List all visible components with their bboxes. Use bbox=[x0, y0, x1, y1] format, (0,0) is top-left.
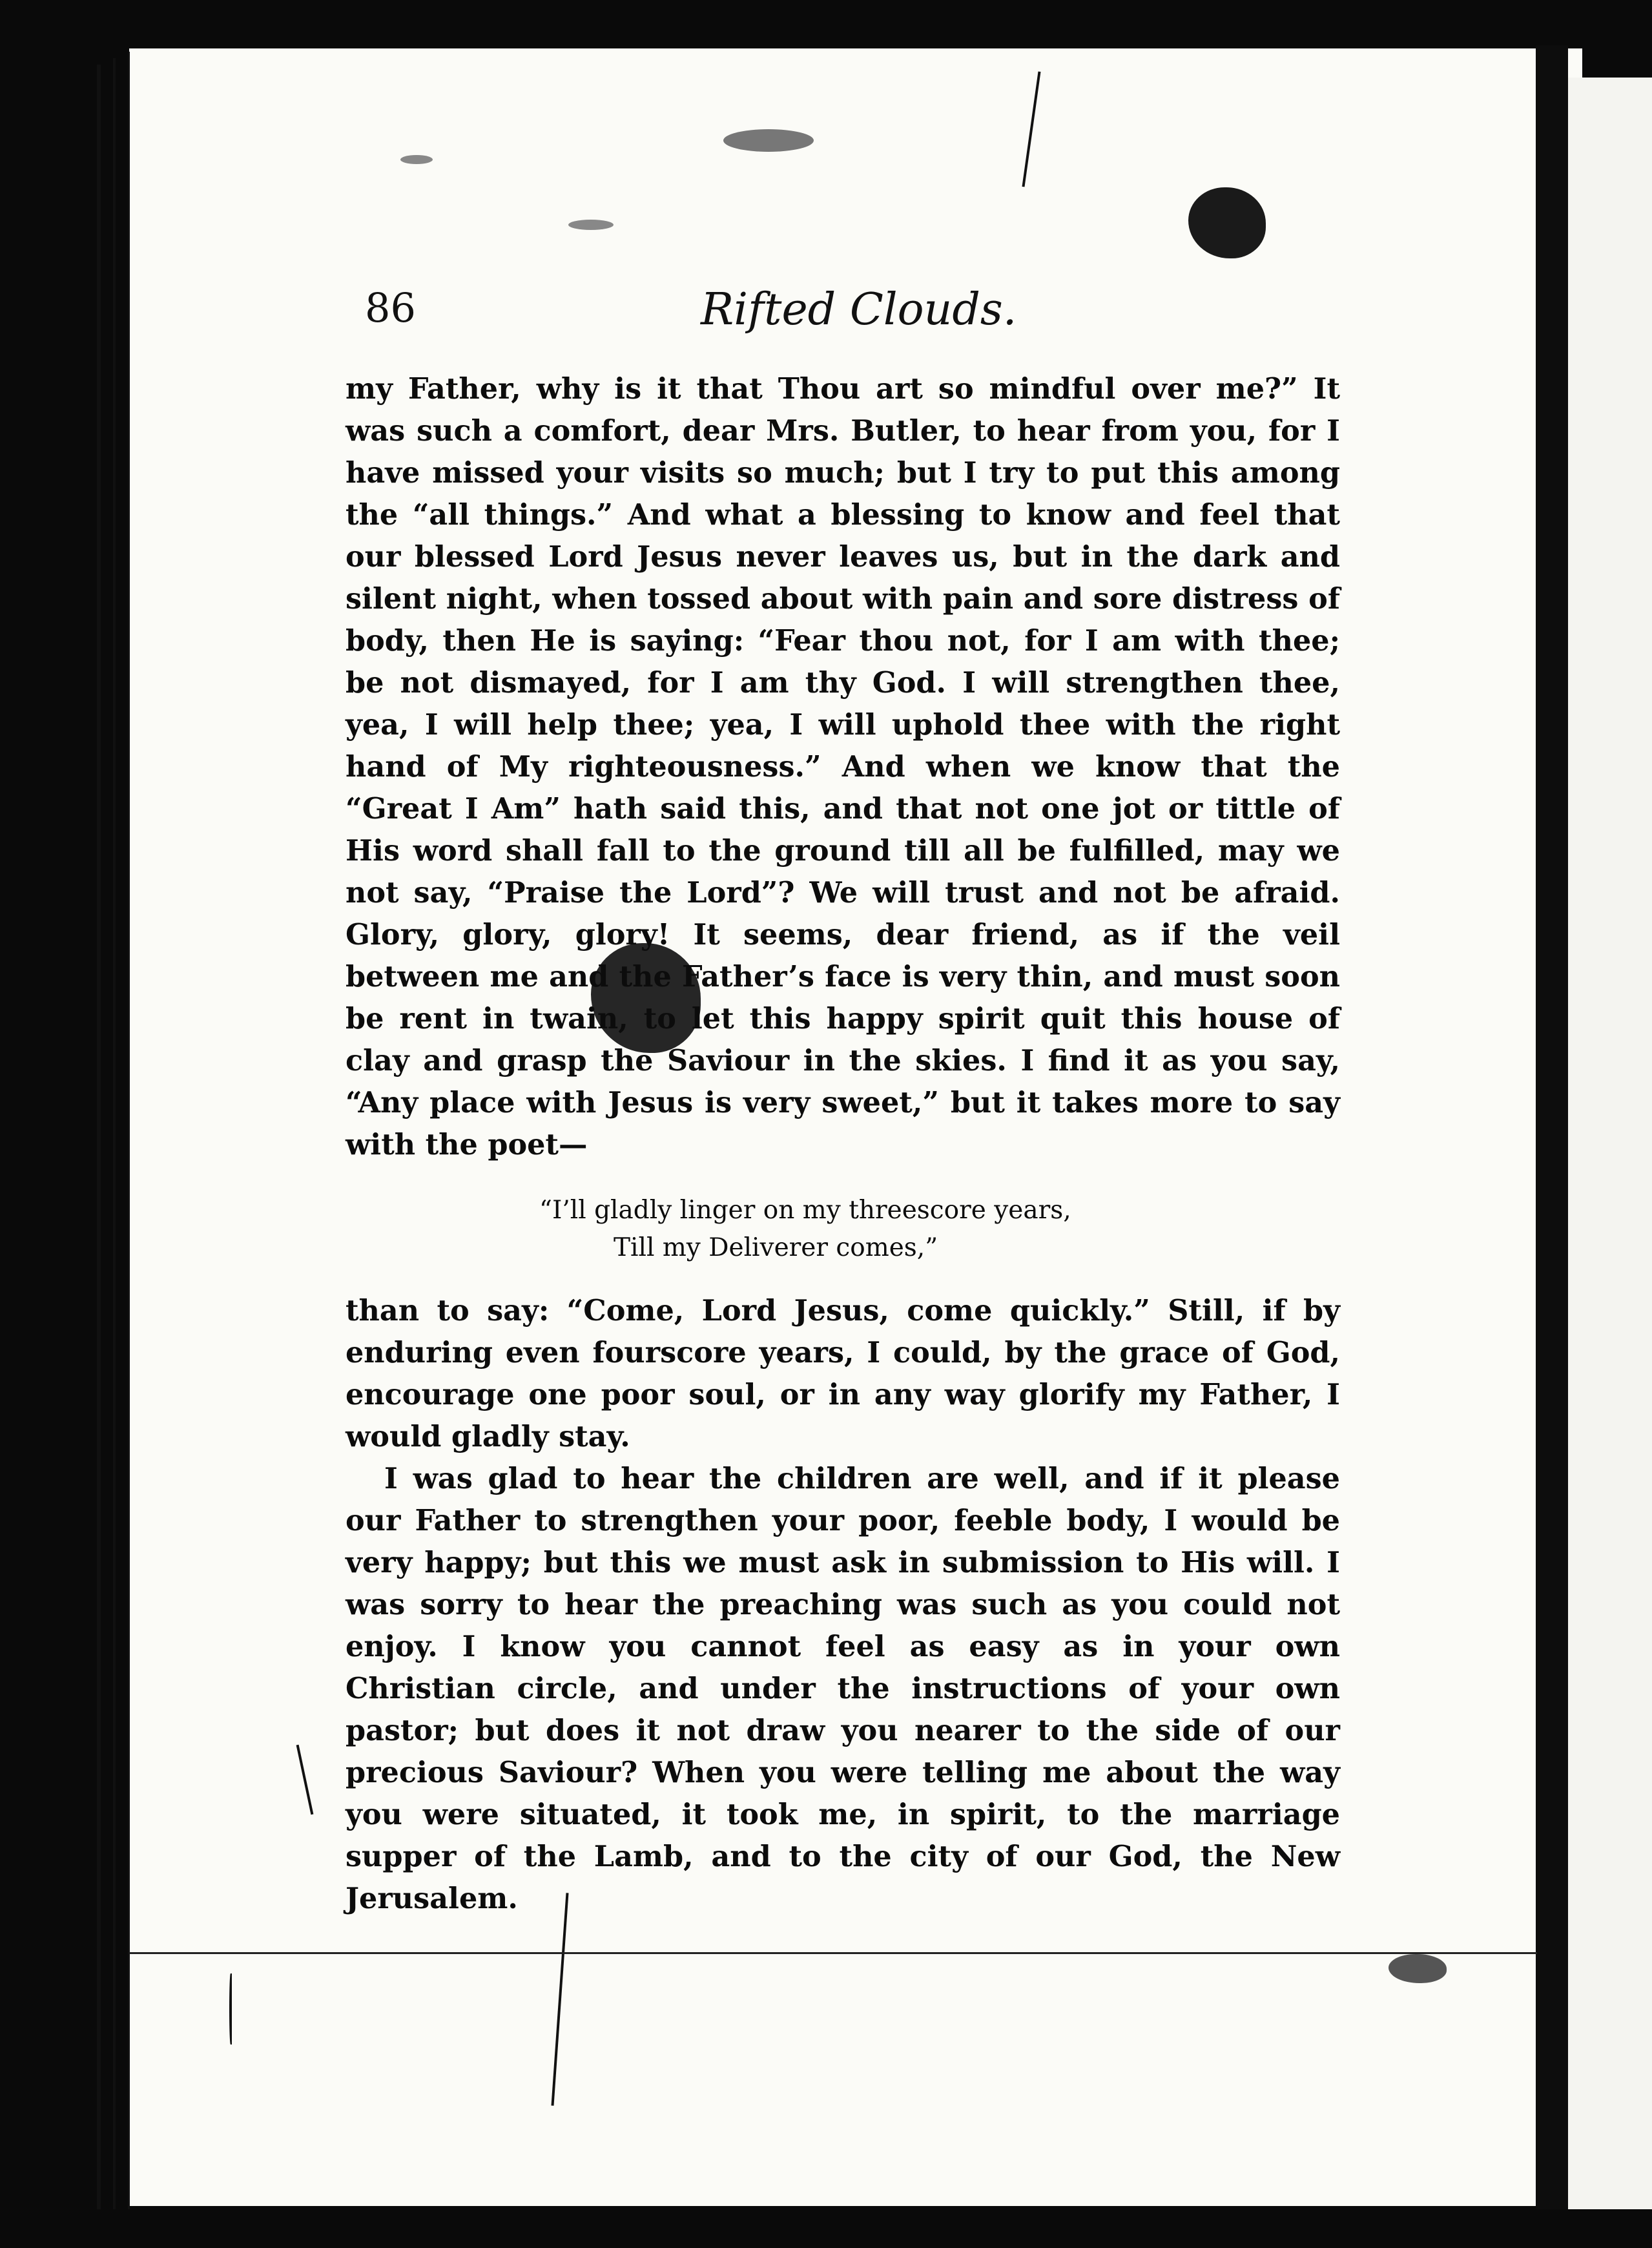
bottom-rule-line bbox=[129, 1952, 1537, 1954]
top-edge-shadow bbox=[0, 0, 1652, 45]
paragraph: I was glad to hear the children are well, and if it please our Father to strengthen your poor, feeble body, I would be very happy; but this we must ask in submission to His will. I was sorry to hear the preaching was such as you could not enjoy. I know you cannot feel as easy as in your own Christian circle, and under the instructions of your own pastor; but does it not draw you nearer to the side of our precious Saviour? When you were telling me about the way you were situated, it took me, in spirit, to the marriage supper of the Lamb, and to the city of our God, the New Jerusalem. bbox=[346, 1462, 1340, 1915]
gutter-line bbox=[128, 52, 130, 2216]
paragraph: than to say: “Come, Lord Jesus, come quickly.” Still, if by enduring even fourscore years, I could, by the grace of God, encourage one poor soul, or in any way glorify my Father, I would gladly stay. bbox=[346, 1294, 1340, 1453]
speck-mark bbox=[723, 129, 814, 152]
speck-mark bbox=[568, 220, 614, 230]
speck-mark bbox=[400, 155, 433, 164]
gutter-line bbox=[97, 65, 101, 2216]
verse-line: Till my Deliverer comes,” bbox=[614, 1233, 938, 1262]
page-number: 86 bbox=[365, 284, 416, 331]
pen-stroke bbox=[229, 1973, 232, 2045]
paragraph: my Father, why is it that Thou art so mindful over me?” It was such a comfort, dear Mrs. Butler, to hear from you, for I have missed your visits so much; but I try to put this among the “all things.” And what a blessing to know and feel that our blessed Lord Jesus never leaves us, but in the dark and silent night, when tossed about with pain and sore distress of body, then He is saying: “Fear thou not, for I am with thee; be not dismayed, for I am thy God. I will strengthen thee, yea, I will help thee; yea, I will uphold thee with the right hand of My righteousness.” And when we know that the “Great I Am” hath said this, and that not one jot or tittle of His word shall fall to the ground till all be fulfilled, may we not say, “Praise the Lord”? We will trust and not be afraid. Glory, glory, glory! It seems, dear friend, as if the veil between me and the Father’s face is very thin, and must soon be rent in twain, to let this happy spirit quit this house of clay and grasp the Saviour in the skies. I find it as you say, “Any place with Jesus is very sweet,” but it takes more to say with the poet— bbox=[346, 372, 1340, 1161]
adjacent-page-edge bbox=[1568, 78, 1652, 2229]
gutter-line bbox=[113, 58, 116, 2216]
body-text bbox=[346, 368, 1340, 1920]
verse-line: “I’ll gladly linger on my threescore years, bbox=[539, 1196, 1071, 1225]
page-header bbox=[352, 278, 1372, 349]
page-edge-shadow bbox=[1536, 39, 1568, 2222]
bottom-edge-shadow bbox=[0, 2209, 1652, 2248]
verse-quote bbox=[539, 1192, 1340, 1267]
running-title: Rifted Clouds. bbox=[701, 284, 1017, 335]
